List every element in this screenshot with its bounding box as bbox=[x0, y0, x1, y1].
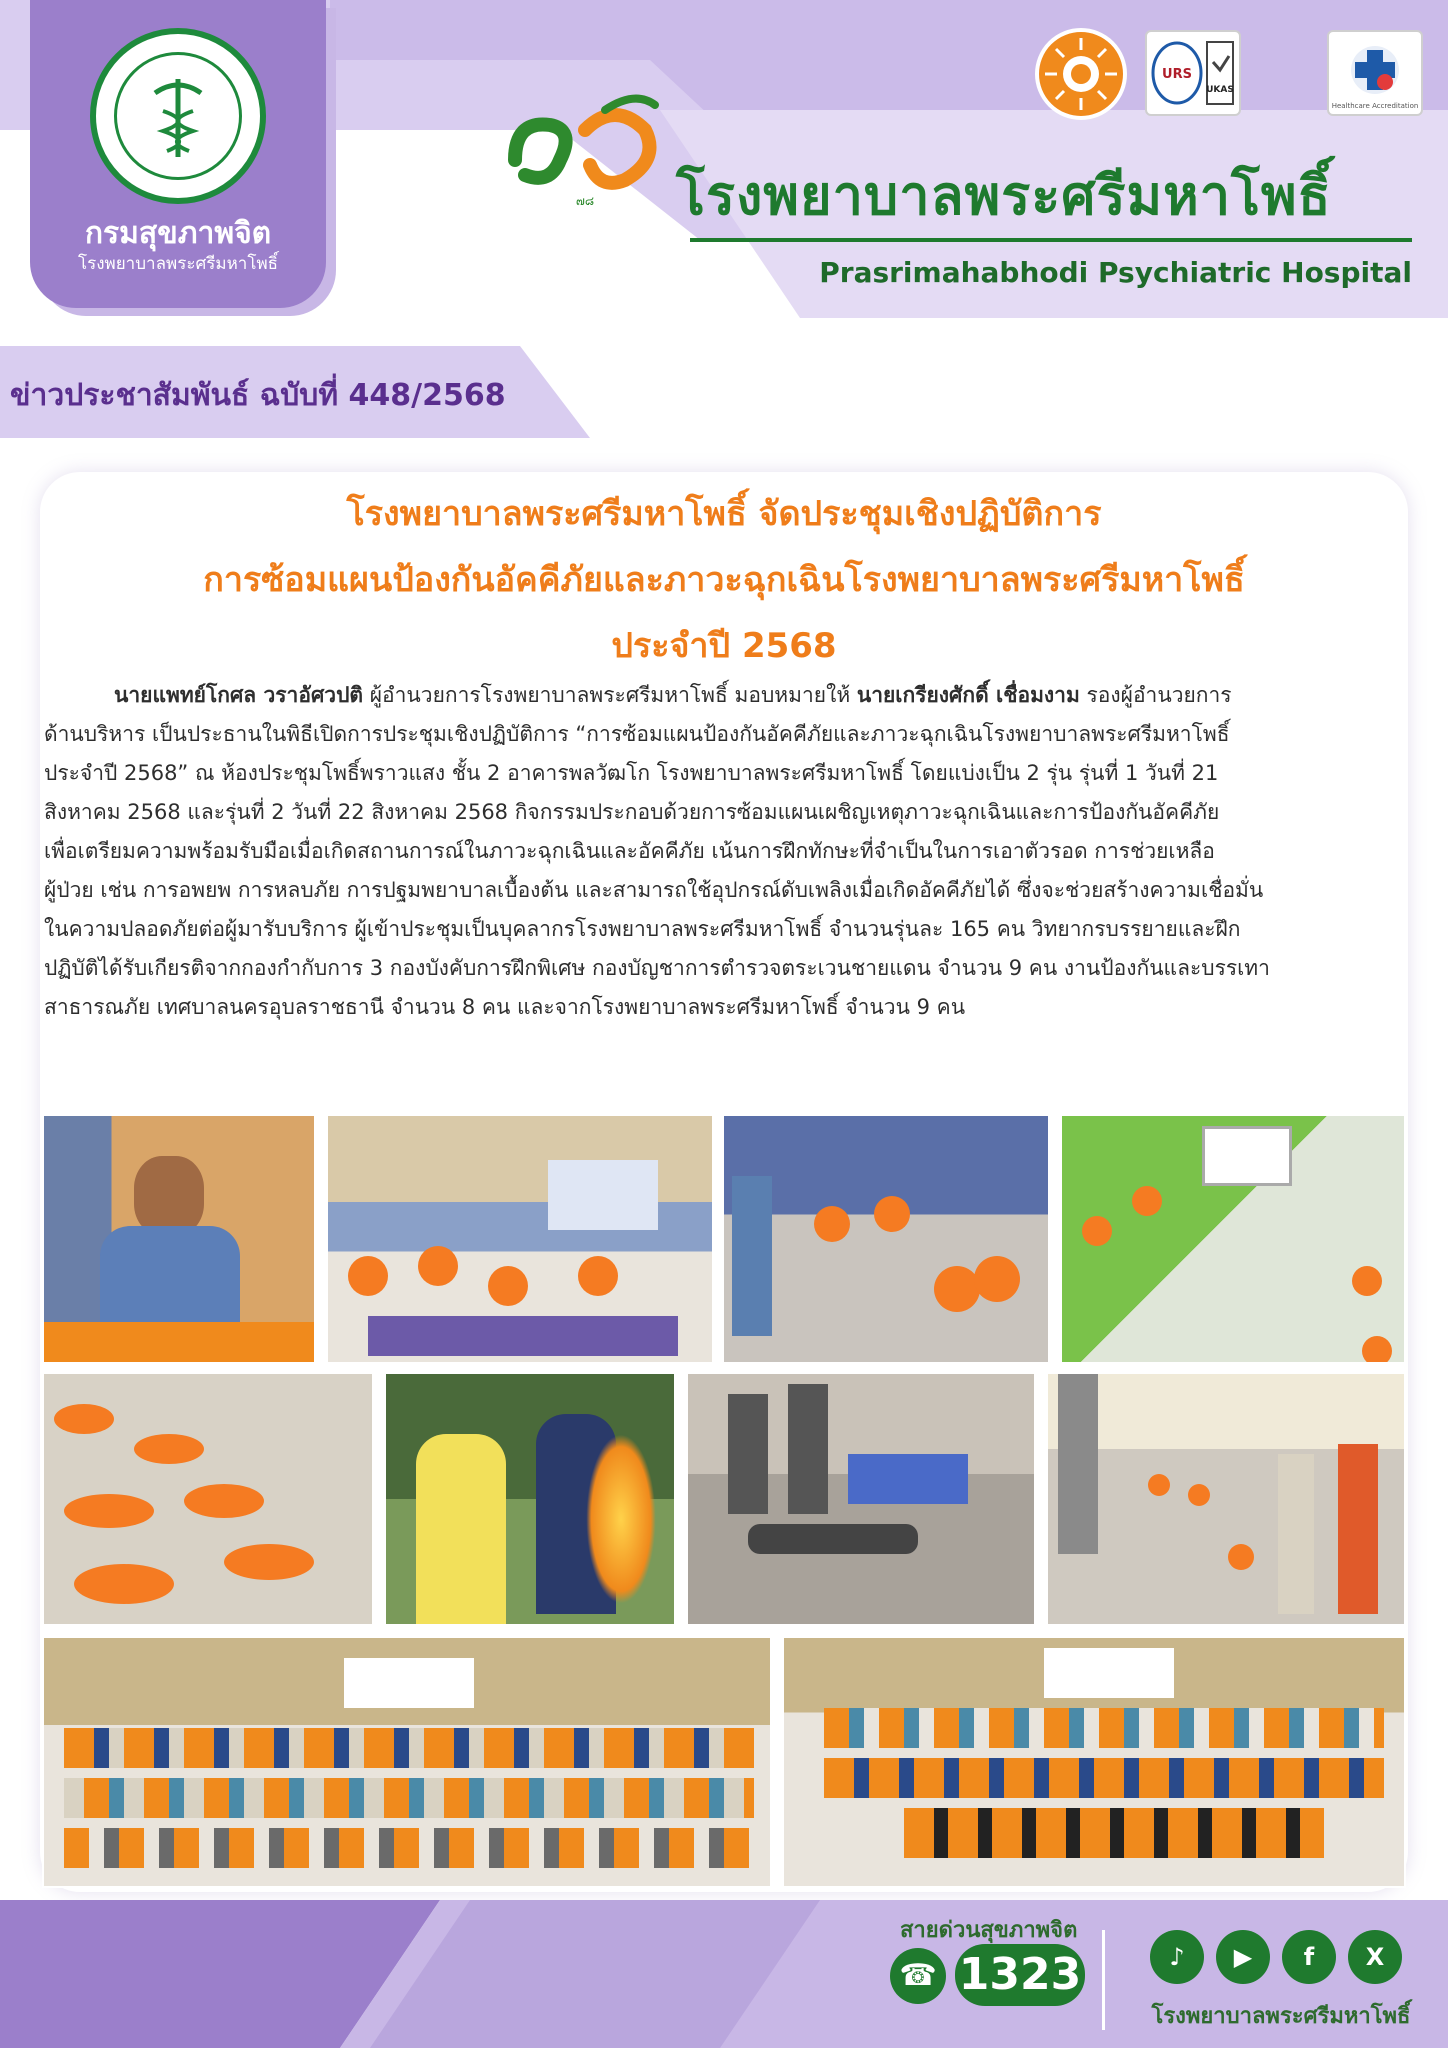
hospital-name-english: Prasrimahabhodi Psychiatric Hospital bbox=[819, 256, 1412, 289]
headline-line-3: ประจำปี 2568 bbox=[611, 626, 837, 666]
footer-divider bbox=[1102, 1930, 1105, 2030]
photo-group-1 bbox=[42, 1636, 772, 1888]
photo-firefighter-rescue bbox=[1046, 1372, 1406, 1626]
ha-badge bbox=[1327, 30, 1423, 116]
body-line-5: เพื่อเตรียมความพร้อมรับมือเมื่อเกิดสถานการณ์ในภาวะฉุกเฉินและอัคคีภัย เน้นการฝึกทักษะที่จำเป็นในการเอาตัวรอด การช่วยเหลือ bbox=[44, 839, 1215, 863]
body-line-1-end: รองผู้อำนวยการ bbox=[1079, 683, 1232, 707]
header-divider bbox=[690, 238, 1412, 242]
footer-hospital-name: โรงพยาบาลพระศรีมหาโพธิ์ bbox=[1151, 2004, 1411, 2029]
youtube-icon[interactable]: ▶ bbox=[1216, 1930, 1270, 1984]
phone-icon: ☎ bbox=[890, 1948, 946, 2004]
hospital-name-thai: โรงพยาบาลพระศรีมหาโพธิ์ bbox=[676, 164, 1332, 227]
caduceus-icon bbox=[143, 71, 213, 161]
photo-lecture-hall bbox=[326, 1114, 714, 1364]
news-issue-label: ข่าวประชาสัมพันธ์ ฉบับที่ 448/2568 bbox=[10, 378, 506, 413]
sun-emblem-icon bbox=[1035, 28, 1127, 120]
ministry-seal bbox=[90, 28, 266, 204]
hotline-label: สายด่วนสุขภาพจิต bbox=[900, 1918, 1078, 1943]
body-line-9: สาธารณภัย เทศบาลนครอุบลราชธานี จำนวน 8 คน และจากโรงพยาบาลพระศรีมหาโพธิ์ จำนวน 9 คน bbox=[44, 995, 966, 1019]
tiktok-icon[interactable]: ♪ bbox=[1150, 1930, 1204, 1984]
body-line-8: ปฏิบัติได้รับเกียรติจากกองกำกับการ 3 กองบังคับการฝึกพิเศษ กองบัญชาการตำรวจตระเวนชายแดน จำนวน 9 คน งานป้องกันและบรรเทา bbox=[44, 956, 1270, 980]
photo-group-2 bbox=[782, 1636, 1406, 1888]
body-line-1-mid: ผู้อำนวยการโรงพยาบาลพระศรีมหาโพธิ์ มอบหมายให้ bbox=[363, 683, 857, 707]
logo-card bbox=[30, 0, 326, 308]
anniversary-78-logo bbox=[505, 90, 665, 210]
photo-first-aid bbox=[686, 1372, 1036, 1626]
anniversary-label: ๗๘ bbox=[575, 194, 595, 208]
photo-stair-evacuation bbox=[1060, 1114, 1406, 1364]
urs-badge bbox=[1145, 30, 1241, 116]
hotline-number: 1323 bbox=[955, 1944, 1085, 2006]
headline-line-1: โรงพยาบาลพระศรีมหาโพธิ์ จัดประชุมเชิงปฏิบัติการ bbox=[346, 494, 1102, 534]
certification-badges bbox=[1035, 28, 1419, 120]
body-line-6: ผู้ป่วย เช่น การอพยพ การหลบภัย การปฐมพยาบาลเบื้องต้น และสามารถใช้อุปกรณ์ดับเพลิงเมื่อเกิดอัคคีภัยได้ ซึ่งจะช่วยสร้างความเชื่อมั่น bbox=[44, 878, 1264, 902]
photo-crawling-drill bbox=[42, 1372, 374, 1626]
urs-badge-label: URS bbox=[1162, 67, 1192, 82]
body-line-4: สิงหาคม 2568 และรุ่นที่ 2 วันที่ 22 สิงหาคม 2568 กิจกรรมประกอบด้วยการซ้อมแผนเผชิญเหตุภาวะฉุกเฉินและการป้องกันอัคคีภัย bbox=[44, 800, 1220, 824]
ukas-badge-label: UKAS bbox=[1206, 85, 1234, 95]
article-body bbox=[44, 676, 1404, 1027]
photo-drill-demo bbox=[722, 1114, 1050, 1364]
director-name: นายแพทย์โกศล วราอัศวปติ bbox=[114, 683, 364, 707]
photo-extinguisher-training bbox=[384, 1372, 676, 1626]
seal-inner-ring bbox=[114, 52, 242, 180]
department-subtitle: โรงพยาบาลพระศรีมหาโพธิ์ bbox=[77, 254, 279, 274]
body-line-2: ด้านบริหาร เป็นประธานในพิธีเปิดการประชุมเชิงปฏิบัติการ “การซ้อมแผนป้องกันอัคคีภัยและภาวะฉุกเฉินโรงพยาบาลพระศรีมหาโพธิ์ bbox=[44, 722, 1230, 746]
department-name: กรมสุขภาพจิต bbox=[84, 216, 272, 251]
photo-speaker bbox=[42, 1114, 316, 1364]
body-line-7: ในความปลอดภัยต่อผู้มารับบริการ ผู้เข้าประชุมเป็นบุคลากรโรงพยาบาลพระศรีมหาโพธิ์ จำนวนรุ่นละ 165 คน วิทยากรบรรยายและฝึก bbox=[44, 917, 1241, 941]
body-line-1 bbox=[44, 676, 1404, 715]
body-line-3: ประจำปี 2568” ณ ห้องประชุมโพธิ์พราวแสง ชั้น 2 อาคารพลวัฒโก โรงพยาบาลพระศรีมหาโพธิ์ โดยแบ่งเป็น 2 รุ่น รุ่นที่ 1 วันที่ 21 bbox=[44, 761, 1219, 785]
x-icon[interactable]: X bbox=[1348, 1930, 1402, 1984]
ha-badge-label: Healthcare Accreditation bbox=[1331, 102, 1419, 110]
facebook-icon[interactable]: f bbox=[1282, 1930, 1336, 1984]
deputy-name: นายเกรียงศักดิ์ เชื่อมงาม bbox=[856, 683, 1080, 707]
headline-line-2: การซ้อมแผนป้องกันอัคคีภัยและภาวะฉุกเฉินโรงพยาบาลพระศรีมหาโพธิ์ bbox=[203, 560, 1245, 600]
